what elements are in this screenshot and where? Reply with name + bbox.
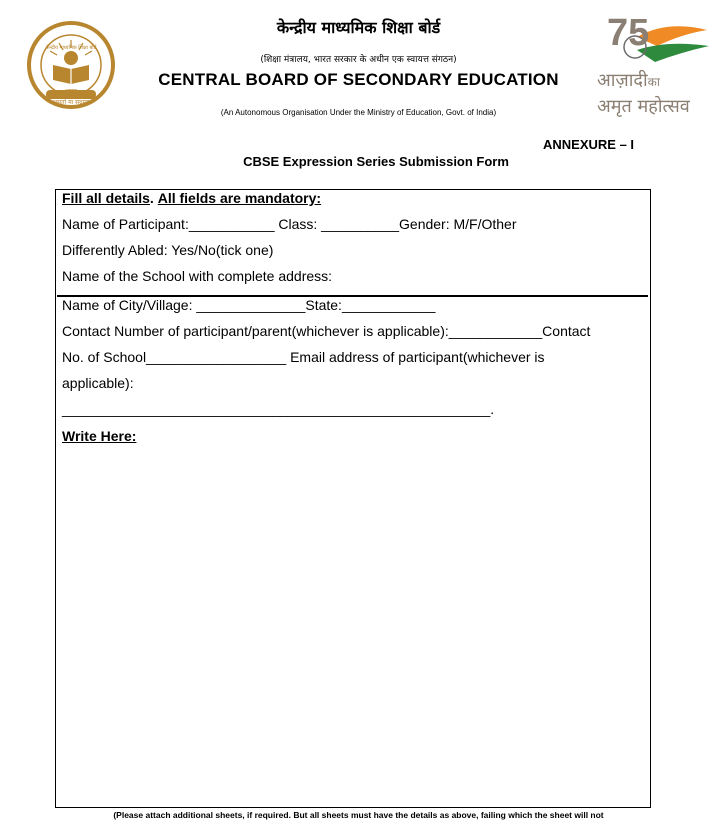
- school-contact-email-line: No. of School__________________ Email address of participant(whichever is: [62, 349, 545, 365]
- seal-motto-text: असतो मा सद्गमय: [52, 99, 90, 106]
- instruction-line: [62, 190, 321, 206]
- board-title: CENTRAL BOARD OF SECONDARY EDUCATION: [158, 70, 559, 89]
- board-subtitle: (An Autonomous Organisation Under the Ministry of Education, Govt. of India): [220, 108, 497, 117]
- fill-details-label: Fill all details: [62, 190, 150, 206]
- participant-name-line: Name of Participant:___________ Class: __________Gender: M/F/Other: [62, 216, 517, 232]
- annexure-label: ANNEXURE – I: [543, 137, 635, 152]
- mandatory-label: All fields are mandatory:: [157, 190, 322, 206]
- azadi-line2: अमृत महोत्सव: [597, 96, 690, 117]
- seal-top-text: केन्द्रीय माध्यमिक शिक्षा बोर्ड: [45, 45, 97, 51]
- azadi-ka: का: [647, 75, 660, 89]
- seal-center-text: भारत: [65, 88, 77, 95]
- footer-note: (Please attach additional sheets, if required. But all sheets must have the details as above, failing which the sheet will not: [113, 810, 604, 820]
- contact-number-line: Contact Number of participant/parent(whichever is applicable):____________Contact: [62, 323, 591, 339]
- differently-abled-line: Differently Abled: Yes/No(tick one): [62, 242, 274, 258]
- applicable-line: applicable):: [62, 375, 134, 391]
- city-state-line: Name of City/Village: ______________State:____________: [62, 297, 436, 313]
- form-title: CBSE Expression Series Submission Form: [243, 154, 509, 169]
- azadi-number: 75: [607, 12, 650, 54]
- email-blank-line: _______________________________________________________.: [62, 401, 495, 417]
- hindi-title: केन्द्रीय माध्यमिक शिक्षा बोर्ड: [276, 18, 441, 37]
- instruction-dot: .: [149, 190, 154, 206]
- school-address-line: Name of the School with complete address:: [62, 268, 333, 284]
- write-here-label: Write Here:: [62, 428, 137, 444]
- azadi-line1: आज़ादी: [597, 70, 648, 91]
- hindi-subtitle: (शिक्षा मंत्रालय, भारत सरकार के अधीन एक स्वायत्त संगठन): [260, 55, 457, 65]
